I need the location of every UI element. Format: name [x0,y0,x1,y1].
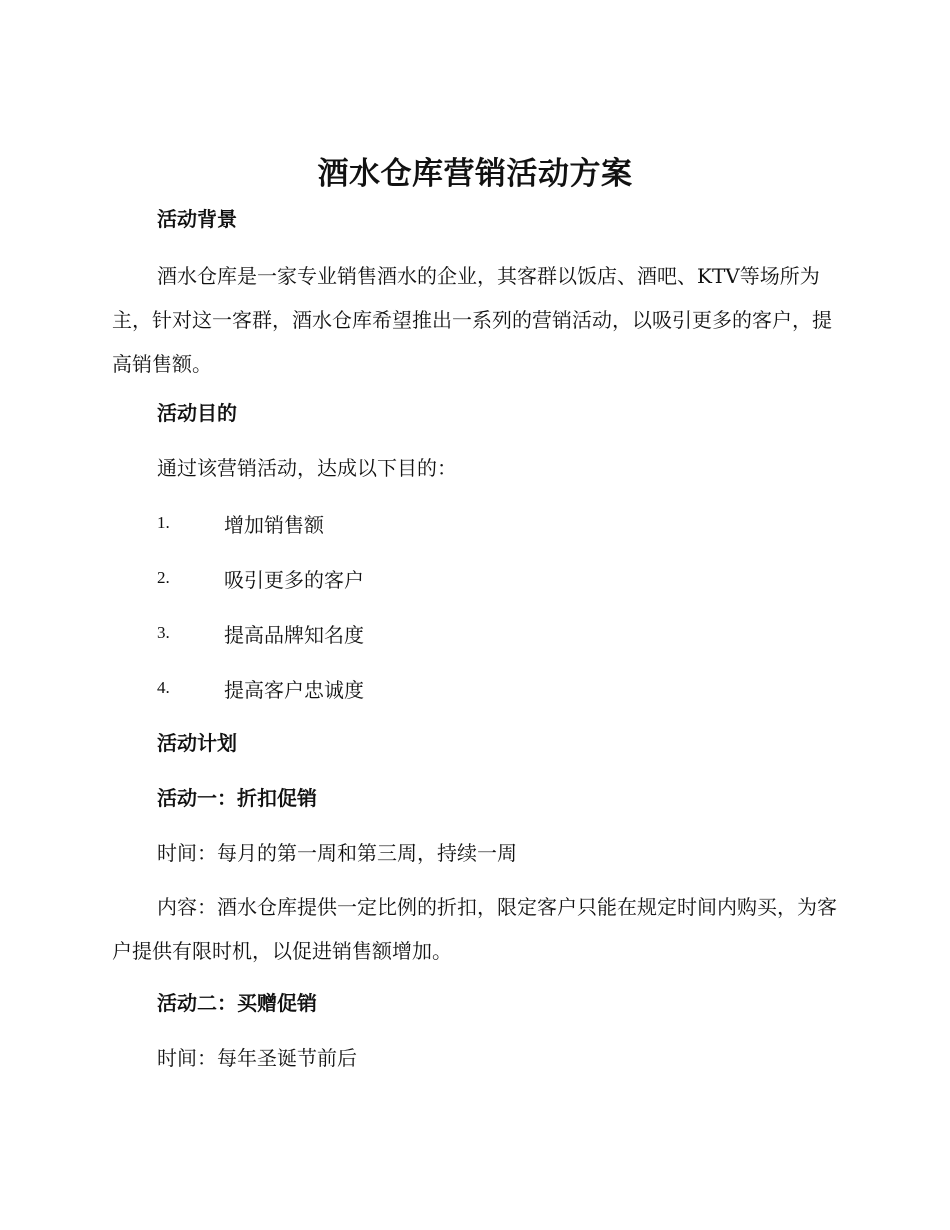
list-item-number: 4. [157,678,170,697]
list-item [157,508,324,538]
list-item-number: 2. [157,568,170,587]
list-item [157,673,364,703]
list-item [157,618,364,648]
list-item-text: 提高品牌知名度 [224,622,364,647]
section-heading-background: 活动背景 [157,207,237,231]
activity1-content: 内容：酒水仓库提供一定比例的折扣，限定客户只能在规定时间内购买，为客户提供有限时机，以促进销售额增加。 [112,895,837,963]
list-item-text: 增加销售额 [224,512,324,537]
section-heading-purpose: 活动目的 [157,401,237,425]
activity2-heading: 活动二：买赠促销 [157,991,317,1015]
list-item-text: 吸引更多的客户 [224,567,364,592]
list-item-text: 提高客户忠诚度 [224,677,364,702]
background-paragraph: 酒水仓库是一家专业销售酒水的企业，其客群以饭店、酒吧、KTV等场所为主，针对这一客群，酒水仓库希望推出一系列的营销活动，以吸引更多的客户，提高销售额。 [112,264,832,376]
section-heading-plan: 活动计划 [157,731,237,755]
document-title: 酒水仓库营销活动方案 [317,156,633,192]
activity2-time: 时间：每年圣诞节前后 [157,1046,357,1070]
list-item-number: 1. [157,513,170,532]
list-item-number: 3. [157,623,170,642]
list-item [157,563,364,593]
purpose-intro: 通过该营销活动，达成以下目的： [157,456,457,480]
activity1-heading: 活动一：折扣促销 [157,786,317,810]
activity1-time: 时间：每月的第一周和第三周，持续一周 [157,841,517,865]
